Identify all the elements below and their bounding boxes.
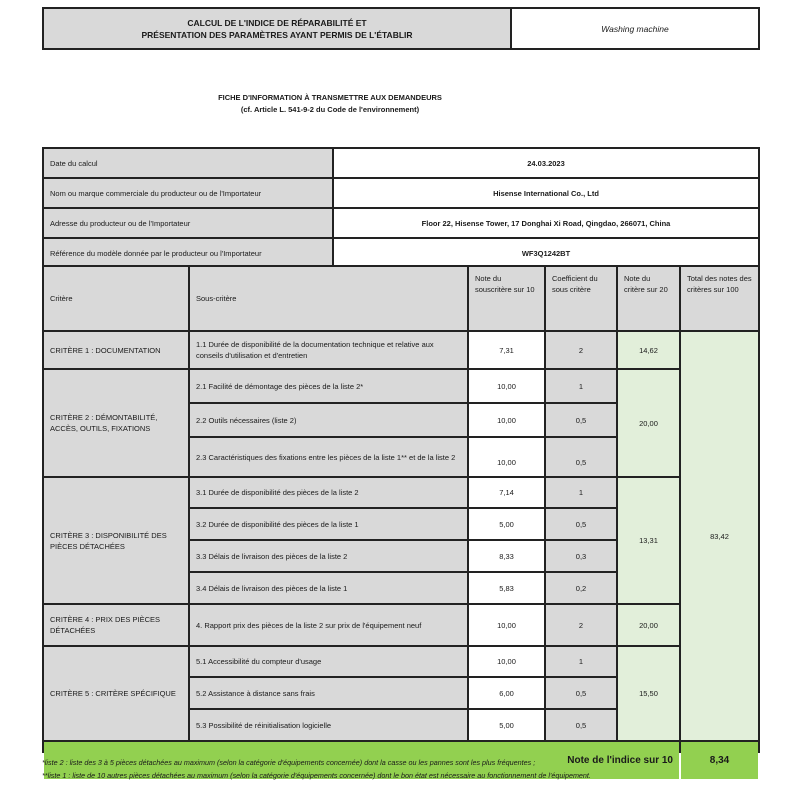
info-row-date: [44, 149, 758, 179]
subcriterion-label: 2.3 Caractéristiques des fixations entre les pièces de la liste 1** et de la liste 2: [190, 438, 467, 476]
subtitle-line-1: FICHE D'INFORMATION À TRANSMETTRE AUX DEMANDEURS: [218, 93, 442, 102]
info-label: Nom ou marque commerciale du producteur ou de l'Importateur: [44, 179, 334, 207]
title-line-1: CALCUL DE L'INDICE DE RÉPARABILITÉ ET: [187, 17, 367, 28]
subcriterion-label: 3.4 Délais de livraison des pièces de la liste 1: [190, 573, 467, 603]
header-critere: Critère: [44, 267, 188, 330]
subcriterion-label: 5.1 Accessibilité du compteur d'usage: [190, 647, 467, 676]
info-label: Date du calcul: [44, 149, 334, 177]
subcriterion-label: 2.2 Outils nécessaires (liste 2): [190, 404, 467, 436]
subcriterion-note: 10,00: [469, 370, 544, 402]
subcriterion-coef: 1: [546, 647, 616, 676]
total-score: 83,42: [681, 332, 758, 740]
subcriterion-note: 6,00: [469, 678, 544, 708]
subcriterion-coef: 0,5: [546, 404, 616, 436]
header-note-sous-critere: Note du souscritère sur 10: [469, 267, 544, 330]
header-total: Total des notes des critères sur 100: [681, 267, 758, 330]
subcriterion-note: 10,00: [469, 404, 544, 436]
subtitle: [150, 92, 510, 116]
subcriterion-note: 5,00: [469, 509, 544, 539]
subcriterion-coef: 0,5: [546, 438, 616, 476]
footnote-liste-1: **liste 1 : liste de 10 autres pièces détachées au maximum (selon la catégorie d'équipements concernée) dont le bon état est nécessaire au fonctionnement de l'équipement.: [42, 771, 591, 780]
subcriterion-coef: 0,5: [546, 509, 616, 539]
subcriterion-note: 7,14: [469, 478, 544, 507]
subcriterion-coef: 0,5: [546, 710, 616, 740]
info-value: 24.03.2023: [334, 149, 758, 177]
subtitle-line-2: (cf. Article L. 541-9-2 du Code de l'environnement): [240, 105, 420, 114]
document-title: [44, 9, 512, 48]
subcriterion-coef: 0,3: [546, 541, 616, 571]
subcriterion-note: 5,83: [469, 573, 544, 603]
subcriterion-coef: 1: [546, 478, 616, 507]
header-note-critere: Note du critère sur 20: [618, 267, 679, 330]
subcriterion-label: 4. Rapport prix des pièces de la liste 2 sur prix de l'équipement neuf: [190, 605, 467, 645]
subcriterion-coef: 0,2: [546, 573, 616, 603]
criterion-5-score: 15,50: [618, 647, 679, 740]
criterion-4-score: 20,00: [618, 605, 679, 645]
info-row-address: [44, 209, 758, 239]
final-index-value: 8,34: [681, 742, 758, 779]
info-value: Hisense International Co., Ltd: [334, 179, 758, 207]
subcriterion-note: 10,00: [469, 647, 544, 676]
subcriterion-coef: 2: [546, 605, 616, 645]
info-label: Référence du modèle donnée par le producteur ou l'Importateur: [44, 239, 334, 267]
subcriterion-note: 10,00: [469, 438, 544, 476]
info-value: WF3Q1242BT: [334, 239, 758, 267]
criterion-5-label: CRITÈRE 5 : CRITÈRE SPÉCIFIQUE: [44, 647, 188, 740]
footnote-liste-2: *liste 2 : liste des 3 à 5 pièces détachées au maximum (selon la catégorie d'équipements concernée) dont la casse ou les pannes sont les plus fréquentes ;: [42, 758, 536, 767]
subcriterion-note: 10,00: [469, 605, 544, 645]
criterion-2-score: 20,00: [618, 370, 679, 476]
footnotes: [42, 756, 772, 782]
info-table: [42, 147, 760, 269]
subcriterion-label: 5.3 Possibilité de réinitialisation logicielle: [190, 710, 467, 740]
criterion-3-score: 13,31: [618, 478, 679, 603]
subcriterion-coef: 0,5: [546, 678, 616, 708]
info-label: Adresse du producteur ou de l'Importateur: [44, 209, 334, 237]
title-box: [42, 7, 760, 50]
criterion-4-label: CRITÈRE 4 : PRIX DES PIÈCES DÉTACHÉES: [44, 605, 188, 645]
subcriterion-label: 3.3 Délais de livraison des pièces de la liste 2: [190, 541, 467, 571]
subcriterion-label: 1.1 Durée de disponibilité de la documentation technique et relative aux conseils d'utilisation et d'entretien: [190, 332, 467, 368]
title-line-2: PRÉSENTATION DES PARAMÈTRES AYANT PERMIS DE L'ÉTABLIR: [141, 29, 413, 40]
header-sous-critere: Sous-critère: [190, 267, 467, 330]
subcriterion-coef: 1: [546, 370, 616, 402]
subcriterion-label: 3.2 Durée de disponibilité des pièces de la liste 1: [190, 509, 467, 539]
criterion-1-score: 14,62: [618, 332, 679, 368]
subcriterion-label: 3.1 Durée de disponibilité des pièces de la liste 2: [190, 478, 467, 507]
header-coefficient: Coefficient du sous critère: [546, 267, 616, 330]
criterion-2-label: CRITÈRE 2 : DÉMONTABILITÉ, ACCÈS, OUTILS, FIXATIONS: [44, 370, 188, 476]
info-row-name: [44, 179, 758, 209]
subcriterion-note: 7,31: [469, 332, 544, 368]
criterion-1-label: CRITÈRE 1 : DOCUMENTATION: [44, 332, 188, 368]
subcriterion-label: 2.1 Facilité de démontage des pièces de la liste 2*: [190, 370, 467, 402]
final-index-label: Note de l'indice sur 10: [44, 742, 679, 779]
criterion-3-label: CRITÈRE 3 : DISPONIBILITÉ DES PIÈCES DÉTACHÉES: [44, 478, 188, 603]
subcriterion-note: 8,33: [469, 541, 544, 571]
subcriterion-note: 5,00: [469, 710, 544, 740]
info-value: Floor 22, Hisense Tower, 17 Donghai Xi Road, Qingdao, 266071, China: [334, 209, 758, 237]
subcriterion-label: 5.2 Assistance à distance sans frais: [190, 678, 467, 708]
product-type: Washing machine: [601, 23, 669, 34]
subcriterion-coef: 2: [546, 332, 616, 368]
